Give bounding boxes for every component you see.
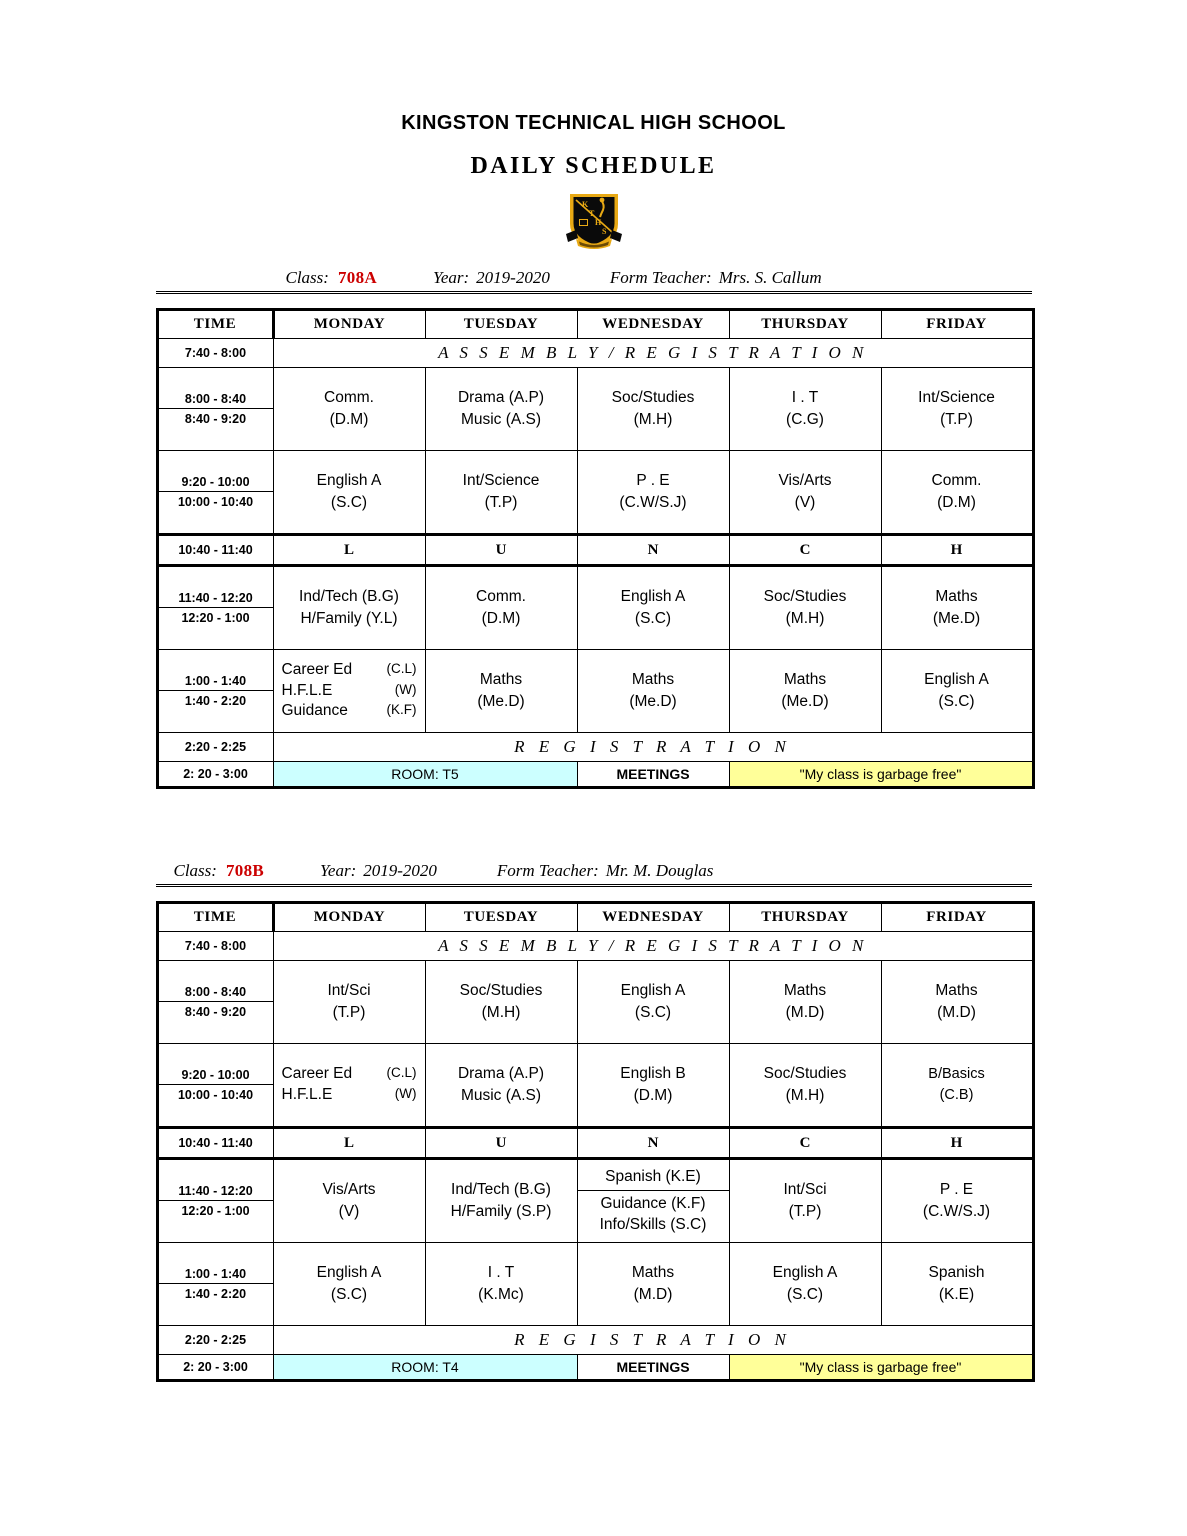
table-row	[157, 650, 1033, 691]
schedule-block-708b	[156, 861, 1032, 1382]
time-slot: 8:00 - 8:40	[157, 368, 273, 409]
svg-text:K: K	[581, 200, 588, 209]
class-name: Music (A.S)	[460, 411, 542, 428]
teacher-code: (C.L)	[386, 660, 417, 676]
teacher-code: (M.D)	[785, 1004, 825, 1021]
lunch-letter: H	[881, 535, 1033, 566]
class-name: Career Ed	[281, 660, 353, 678]
column-header-monday: MONDAY	[273, 903, 425, 932]
class-cell	[729, 1044, 881, 1128]
svg-text:T: T	[588, 209, 594, 218]
time-slot: 2: 20 - 3:00	[157, 1355, 273, 1381]
class-cell	[881, 451, 1033, 535]
form-teacher-value-708b: Mr. M. Douglas	[605, 861, 714, 880]
footer-row	[157, 762, 1033, 788]
teacher-code: (S.C)	[330, 1286, 368, 1303]
class-name: P . E	[939, 1181, 974, 1198]
page-subtitle: DAILY SCHEDULE	[470, 153, 717, 179]
registration-row	[157, 1326, 1033, 1355]
teacher-code: (C.G)	[786, 411, 824, 428]
class-name: English A	[924, 671, 989, 688]
teacher-code: (K.E)	[938, 1286, 975, 1303]
class-name: Ind/Tech (B.G)	[299, 588, 399, 605]
class-cell	[577, 961, 729, 1044]
teacher-code: (W)	[394, 1086, 417, 1101]
teacher-code: (D.M)	[633, 1087, 673, 1104]
teacher-code: (T.P)	[940, 411, 973, 428]
time-slot: 7:40 - 8:00	[157, 339, 273, 368]
class-name: Drama (A.P)	[457, 389, 545, 406]
class-name: Drama (A.P)	[457, 1065, 545, 1082]
meetings-cell: MEETINGS	[577, 762, 729, 788]
column-header-time: TIME	[157, 903, 273, 932]
teacher-code: (S.C)	[938, 693, 975, 710]
column-header-tuesday: TUESDAY	[425, 310, 577, 339]
meta-line-708b	[156, 861, 1032, 887]
slogan-cell: "My class is garbage free"	[729, 1355, 1033, 1381]
table-row	[157, 1159, 1033, 1201]
lunch-row	[157, 535, 1033, 566]
class-cell	[273, 368, 425, 451]
lunch-letter: L	[273, 1128, 425, 1159]
class-cell	[273, 1159, 425, 1243]
class-cell	[881, 566, 1033, 650]
table-row	[157, 1243, 1033, 1284]
teacher-code: (D.M)	[481, 610, 521, 627]
teacher-code: (T.P)	[788, 1203, 822, 1220]
class-cell	[729, 961, 881, 1044]
class-cell	[273, 961, 425, 1044]
svg-text:S: S	[601, 227, 606, 236]
teacher-code: (S.C)	[786, 1286, 824, 1303]
table-row	[157, 566, 1033, 608]
class-name: Career Ed	[281, 1065, 353, 1083]
registration-banner: R E G I S T R A T I O N	[273, 733, 1033, 762]
teacher-code: (K.Mc)	[478, 1286, 524, 1303]
class-name: English A	[620, 982, 686, 999]
class-cell	[881, 368, 1033, 451]
time-slot: 12:20 - 1:00	[157, 608, 273, 650]
class-name: Soc/Studies	[611, 389, 695, 406]
lunch-letter: L	[273, 535, 425, 566]
time-slot: 1:40 - 2:20	[157, 1284, 273, 1326]
table-header-row	[157, 903, 1033, 932]
class-name: English A	[316, 472, 382, 489]
teacher-code: (C.W/S.J)	[922, 1203, 991, 1220]
time-slot: 2: 20 - 3:00	[157, 762, 273, 788]
meta-line-708a	[156, 268, 1032, 294]
class-name: Guidance (K.F)	[600, 1195, 706, 1213]
teacher-code: (M.H)	[481, 1004, 521, 1021]
teacher-code: (T.P)	[332, 1004, 366, 1021]
class-name: Vis/Arts	[778, 472, 832, 489]
class-name: Soc/Studies	[763, 1065, 847, 1082]
time-slot: 11:40 - 12:20	[157, 1159, 273, 1201]
class-cell	[729, 451, 881, 535]
time-slot: 10:00 - 10:40	[157, 492, 273, 535]
class-cell	[425, 1159, 577, 1243]
class-label: Class:	[173, 861, 217, 880]
class-cell-split	[577, 1159, 729, 1243]
class-name: Maths	[783, 982, 827, 999]
class-name: H.F.L.E	[281, 681, 333, 699]
teacher-code: (V)	[794, 494, 816, 511]
class-cell	[577, 368, 729, 451]
time-slot: 1:00 - 1:40	[157, 650, 273, 691]
class-name: Soc/Studies	[459, 982, 543, 999]
year-label: Year:	[320, 861, 357, 880]
class-code-708b: 708B	[225, 861, 265, 880]
time-slot: 8:00 - 8:40	[157, 961, 273, 1002]
class-cell	[577, 1243, 729, 1326]
year-value-708a: 2019-2020	[476, 268, 550, 287]
teacher-code: (S.C)	[634, 1004, 672, 1021]
class-name: Maths	[631, 671, 675, 688]
class-cell	[425, 1243, 577, 1326]
teacher-code: (Me.D)	[932, 610, 981, 627]
class-name: English A	[316, 1264, 382, 1281]
teacher-code: (D.M)	[937, 494, 976, 511]
class-line	[274, 701, 425, 722]
time-slot: 8:40 - 9:20	[157, 1002, 273, 1044]
lunch-letter: U	[425, 535, 577, 566]
class-name: Maths	[935, 982, 978, 999]
class-name: Int/Science	[918, 389, 995, 406]
teacher-code: (C.L)	[386, 1065, 417, 1081]
time-slot: 1:00 - 1:40	[157, 1243, 273, 1284]
class-name: English B	[620, 1065, 686, 1082]
teacher-code: (W)	[394, 681, 417, 697]
class-cell	[425, 566, 577, 650]
class-name: English A	[620, 588, 686, 605]
class-cell	[729, 368, 881, 451]
lunch-letter: N	[577, 535, 729, 566]
table-header-row	[157, 310, 1033, 339]
schedule-block-708a	[156, 268, 1032, 789]
time-slot: 1:40 - 2:20	[157, 691, 273, 733]
teacher-code: (Me.D)	[781, 693, 829, 710]
class-cell	[273, 451, 425, 535]
class-name: Int/Science	[462, 472, 540, 489]
slogan-cell: "My class is garbage free"	[729, 762, 1033, 788]
class-cell	[273, 1044, 425, 1128]
teacher-code: (K.F)	[386, 702, 417, 718]
table-row	[157, 451, 1033, 492]
form-teacher-label: Form Teacher:	[496, 861, 599, 880]
teacher-code: (M.D)	[633, 1286, 673, 1303]
footer-row	[157, 1355, 1033, 1381]
time-slot: 2:20 - 2:25	[157, 1326, 273, 1355]
page-watermark	[48, 44, 198, 84]
form-teacher-label: Form Teacher:	[609, 268, 712, 287]
class-cell	[729, 1159, 881, 1243]
class-name: Info/Skills (S.C)	[599, 1215, 707, 1233]
class-name: H.F.L.E	[281, 1086, 333, 1103]
class-name: Spanish	[928, 1264, 985, 1281]
teacher-code: (M.H)	[633, 411, 673, 428]
class-cell	[273, 650, 425, 733]
class-name: Comm.	[476, 588, 526, 605]
class-name: H/Family (Y.L)	[300, 610, 398, 627]
time-slot: 7:40 - 8:00	[157, 932, 273, 961]
class-line	[274, 660, 425, 681]
class-cell	[881, 1243, 1033, 1326]
teacher-code: (V)	[338, 1203, 360, 1220]
class-label: Class:	[285, 268, 329, 287]
time-slot: 2:20 - 2:25	[157, 733, 273, 762]
lunch-letter: N	[577, 1128, 729, 1159]
column-header-friday: FRIDAY	[881, 310, 1033, 339]
time-slot: 9:20 - 10:00	[157, 451, 273, 492]
class-cell	[577, 1044, 729, 1128]
column-header-friday: FRIDAY	[881, 903, 1033, 932]
class-name: Ind/Tech (B.G)	[451, 1181, 551, 1198]
teacher-code: (M.H)	[785, 610, 825, 627]
column-header-thursday: THURSDAY	[729, 903, 881, 932]
class-name: Maths	[479, 671, 523, 688]
table-row	[157, 1044, 1033, 1085]
time-slot: 10:40 - 11:40	[157, 535, 273, 566]
teacher-code: (Me.D)	[629, 693, 677, 710]
class-name: Spanish (K.E)	[578, 1163, 729, 1191]
class-cell	[881, 1159, 1033, 1243]
teacher-code: (C.W/S.J)	[619, 494, 687, 511]
class-name: Maths	[783, 671, 827, 688]
meetings-cell: MEETINGS	[577, 1355, 729, 1381]
teacher-code: (Me.D)	[477, 693, 525, 710]
form-teacher-value-708a: Mrs. S. Callum	[718, 268, 822, 287]
class-name: H/Family (S.P)	[450, 1203, 552, 1220]
class-cell	[729, 650, 881, 733]
class-cell	[577, 566, 729, 650]
table-row	[157, 368, 1033, 409]
svg-text:H: H	[594, 218, 601, 227]
column-header-monday: MONDAY	[273, 310, 425, 339]
teacher-code: (S.C)	[330, 494, 368, 511]
teacher-code: (D.M)	[329, 411, 369, 428]
class-name: English A	[772, 1264, 838, 1281]
class-cell	[425, 368, 577, 451]
class-cell	[273, 1243, 425, 1326]
schedule-table-708a	[156, 308, 1035, 789]
time-slot: 12:20 - 1:00	[157, 1201, 273, 1243]
class-cell	[425, 650, 577, 733]
teacher-code: (M.D)	[937, 1004, 976, 1021]
class-name: Soc/Studies	[763, 588, 847, 605]
year-value-708b: 2019-2020	[363, 861, 437, 880]
time-slot: 9:20 - 10:00	[157, 1044, 273, 1085]
lunch-letter: U	[425, 1128, 577, 1159]
column-header-time: TIME	[157, 310, 273, 339]
assembly-row	[157, 932, 1033, 961]
class-sub-group	[578, 1191, 729, 1238]
class-name: Maths	[935, 588, 978, 605]
assembly-row	[157, 339, 1033, 368]
lunch-letter: H	[881, 1128, 1033, 1159]
class-cell	[881, 961, 1033, 1044]
lunch-row	[157, 1128, 1033, 1159]
teacher-code: (C.B)	[939, 1087, 974, 1103]
class-cell	[425, 451, 577, 535]
column-header-tuesday: TUESDAY	[425, 903, 577, 932]
schedule-table-708b	[156, 901, 1035, 1382]
class-name: Music (A.S)	[460, 1087, 542, 1104]
school-crest-icon	[564, 190, 624, 252]
room-cell-708a: ROOM: T5	[273, 762, 577, 788]
column-header-wednesday: WEDNESDAY	[577, 903, 729, 932]
class-line	[274, 1085, 425, 1106]
column-header-thursday: THURSDAY	[729, 310, 881, 339]
room-cell-708b: ROOM: T4	[273, 1355, 577, 1381]
class-name: P . E	[636, 472, 670, 489]
page-title: KINGSTON TECHNICAL HIGH SCHOOL	[401, 112, 786, 134]
registration-banner: R E G I S T R A T I O N	[273, 1326, 1033, 1355]
time-slot: 10:40 - 11:40	[157, 1128, 273, 1159]
class-cell	[425, 961, 577, 1044]
class-line	[274, 1064, 425, 1085]
teacher-code: (M.H)	[785, 1087, 825, 1104]
class-code-708a: 708A	[337, 268, 377, 287]
class-cell	[273, 566, 425, 650]
class-name: Comm.	[324, 389, 374, 406]
lunch-letter: C	[729, 535, 881, 566]
crest-wrap	[0, 190, 1187, 252]
assembly-banner: A S S E M B L Y / R E G I S T R A T I O N	[273, 339, 1033, 368]
time-slot: 11:40 - 12:20	[157, 566, 273, 608]
class-name: Int/Sci	[327, 982, 371, 999]
assembly-banner: A S S E M B L Y / R E G I S T R A T I O N	[273, 932, 1033, 961]
class-line	[274, 681, 425, 702]
class-cell	[425, 1044, 577, 1128]
teacher-code: (S.C)	[634, 610, 672, 627]
teacher-code: (T.P)	[484, 494, 518, 511]
class-cell	[729, 566, 881, 650]
class-name: B/Basics	[928, 1066, 985, 1083]
lunch-letter: C	[729, 1128, 881, 1159]
class-cell	[881, 1044, 1033, 1128]
time-slot: 10:00 - 10:40	[157, 1085, 273, 1128]
class-name: Maths	[631, 1264, 675, 1281]
class-cell	[577, 451, 729, 535]
time-slot: 8:40 - 9:20	[157, 409, 273, 451]
class-cell	[729, 1243, 881, 1326]
class-name: I . T	[487, 1264, 515, 1281]
table-row	[157, 961, 1033, 1002]
class-name: I . T	[791, 389, 819, 406]
class-name: Comm.	[931, 472, 982, 489]
column-header-wednesday: WEDNESDAY	[577, 310, 729, 339]
class-name: Guidance	[281, 702, 348, 720]
year-label: Year:	[432, 268, 470, 287]
registration-row	[157, 733, 1033, 762]
class-name: Vis/Arts	[322, 1181, 376, 1198]
class-cell	[577, 650, 729, 733]
class-name: Int/Sci	[783, 1181, 827, 1198]
class-cell	[881, 650, 1033, 733]
